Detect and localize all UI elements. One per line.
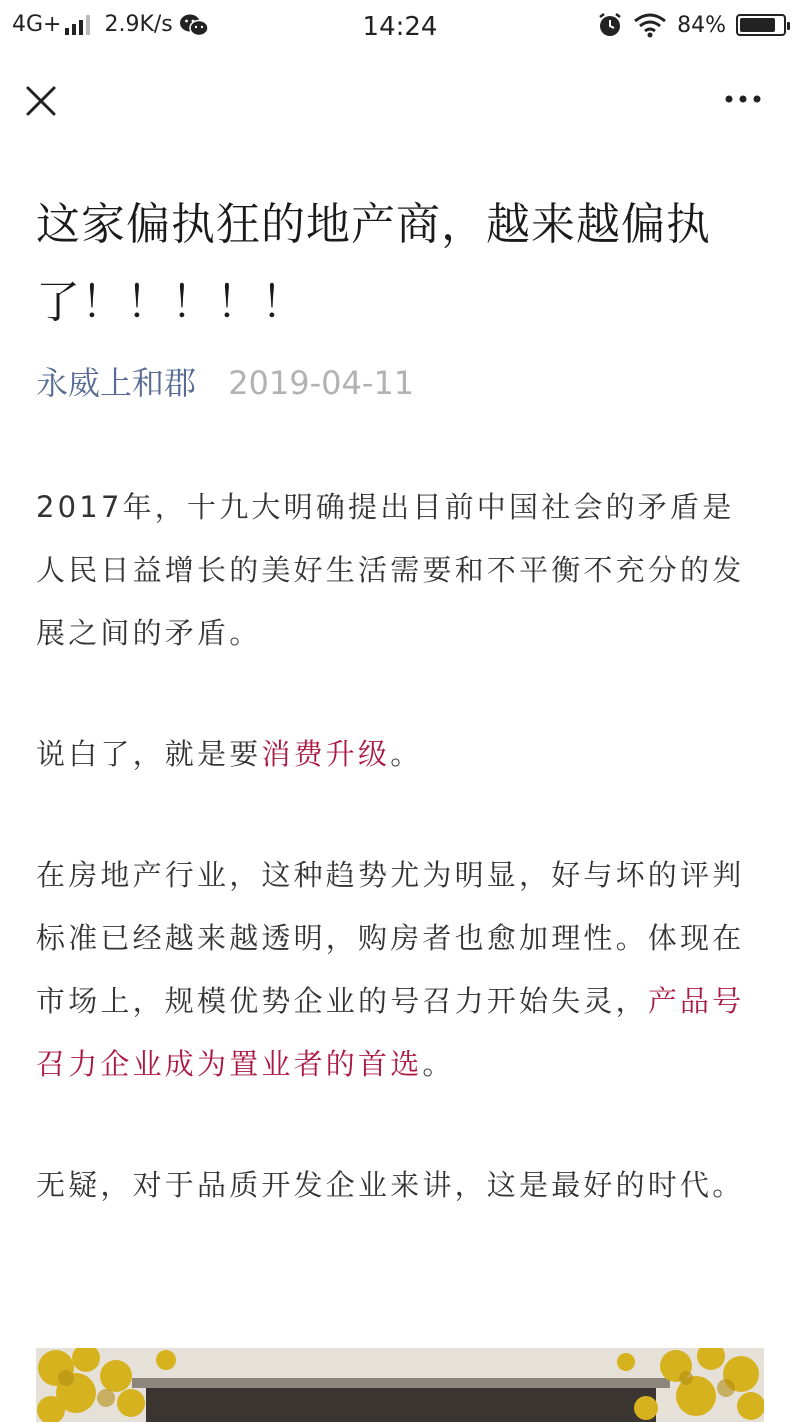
alarm-icon	[597, 12, 623, 38]
highlight-text: 消费升级	[261, 737, 391, 771]
paragraph-2-text: 说白了，就是要	[36, 737, 262, 771]
wifi-icon	[633, 12, 667, 38]
paragraph-2-end: 。	[390, 737, 423, 771]
highlight-text: 产品号召力企业成为置业者的首选	[36, 984, 745, 1081]
article-content	[36, 476, 766, 1217]
publish-date: 2019-04-11	[228, 364, 415, 402]
paragraph-3-text: 在房地产行业，这种趋势尤为明显，好与坏的评判标准已经越来越透明，购房者也愈加理性。体现在市场上，规模优势企业的号召力开始失灵，	[36, 858, 745, 1018]
article-image-art	[36, 1348, 764, 1422]
paragraph-2	[36, 723, 766, 786]
status-right	[597, 12, 786, 38]
paragraph-1: 2017年，十九大明确提出目前中国社会的矛盾是人民日益增长的美好生活需要和不平衡不充分的发展之间的矛盾。	[36, 490, 745, 650]
battery-fill	[740, 18, 775, 32]
author-link[interactable]: 永威上和郡	[36, 364, 197, 402]
status-time: 14:24	[362, 12, 438, 42]
close-icon[interactable]	[24, 84, 58, 118]
network-type: 4G+	[12, 12, 62, 37]
article-meta	[36, 358, 414, 408]
nav-bar	[0, 60, 800, 144]
battery-percent: 84%	[677, 12, 726, 38]
network-speed: 2.9K/s	[104, 12, 173, 37]
paragraph-3	[36, 844, 766, 1096]
paragraph-4: 无疑，对于品质开发企业来讲，这是最好的时代。	[36, 1168, 745, 1202]
article-title: 这家偏执狂的地产商，越来越偏执了！！！！！	[36, 199, 711, 328]
battery-icon	[736, 14, 786, 36]
article-image[interactable]	[36, 1348, 764, 1422]
more-icon[interactable]	[724, 92, 762, 106]
status-bar	[0, 0, 800, 56]
paragraph-3-end: 。	[422, 1047, 455, 1081]
